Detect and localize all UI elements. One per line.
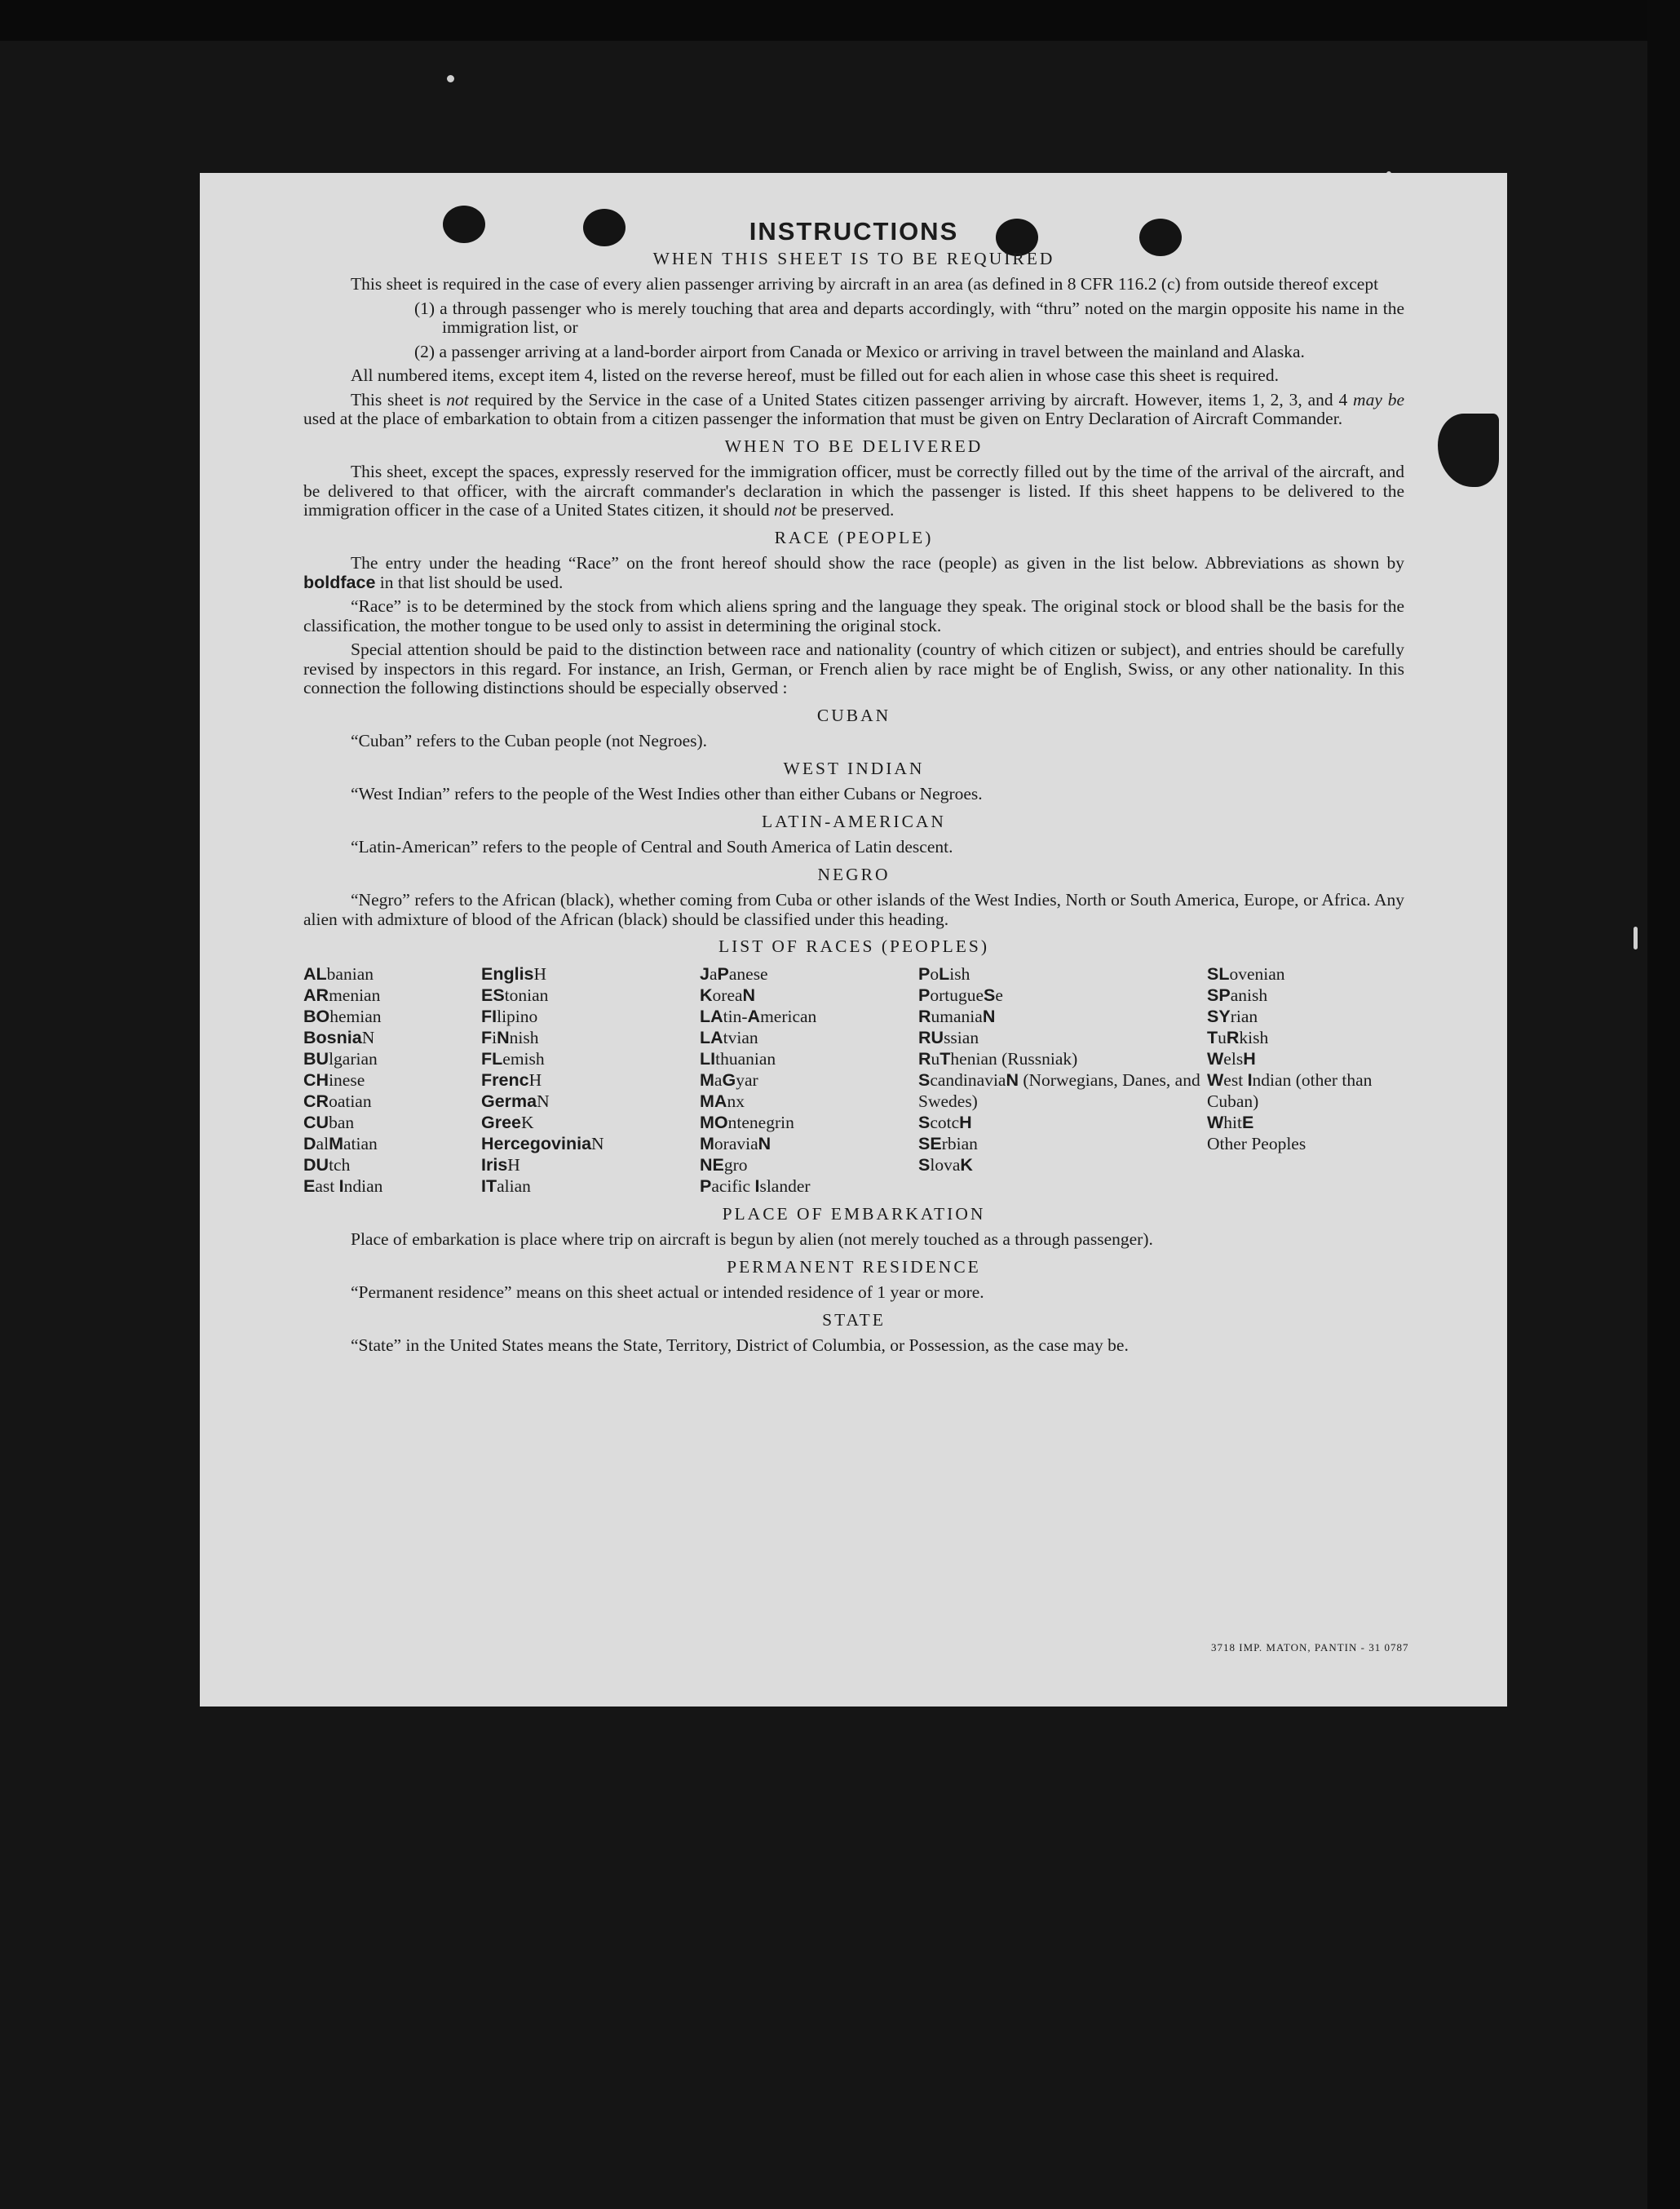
race-entry: RuThenian (Russniak)	[918, 1048, 1078, 1069]
paragraph: This sheet is not required by the Service in the case of a United States citizen passenger arriving by aircraft. However, items 1, 2, 3, and 4 may be used at the place of embarkation to obtain from a citizen passenger the information that must be given on Entry Declaration of Aircraft Commander.	[303, 389, 1404, 428]
race-entry: BUlgarian	[303, 1048, 378, 1069]
race-entry: FiNnish	[481, 1027, 539, 1047]
race-entry: MAnx	[700, 1091, 745, 1111]
definition-text: “State” in the United States means the State, Territory, District of Columbia, or Possession, as the case may be.	[351, 1335, 1129, 1355]
race-entry: JaPanese	[700, 963, 768, 984]
definition-text: “Permanent residence” means on this sheet actual or intended residence of 1 year or more.	[351, 1282, 984, 1302]
race-entry: EStonian	[481, 985, 549, 1005]
heading-race: RACE (PEOPLE)	[774, 527, 934, 547]
race-entry: ScandinaviaN (Norwegians, Danes, and Swedes)	[918, 1069, 1200, 1111]
paragraph: The entry under the heading “Race” on the front hereof should show the race (people) as given in the list below. Abbreviations as shown by boldface in that list should be used.	[303, 553, 1404, 592]
race-entry: CHinese	[303, 1069, 365, 1090]
race-entry: LAtvian	[700, 1027, 758, 1047]
race-entry: FIlipino	[481, 1006, 538, 1026]
dust-speck	[1634, 927, 1638, 950]
race-entry: WelsH	[1207, 1048, 1256, 1069]
scan-right-edge	[1647, 0, 1680, 2209]
races-list	[303, 963, 1404, 1197]
printer-imprint: 3718 IMP. MATON, PANTIN - 31 0787	[1211, 1641, 1409, 1653]
race-entry: East Indian	[303, 1175, 383, 1196]
race-entry: SLovenian	[1207, 963, 1285, 984]
race-entry: MaGyar	[700, 1069, 758, 1090]
race-entry: ARmenian	[303, 985, 381, 1005]
race-entry: ScotcH	[918, 1112, 972, 1132]
race-entry: Pacific Islander	[700, 1175, 811, 1196]
sheet-content	[303, 217, 1404, 1361]
race-entry: WhitE	[1207, 1112, 1254, 1132]
heading-when-required: WHEN THIS SHEET IS TO BE REQUIRED	[652, 248, 1055, 268]
heading-place-of-embarkation: PLACE OF EMBARKATION	[722, 1203, 986, 1224]
exception-item: (1) a through passenger who is merely touching that area and departs accordingly, with “thru” noted on the margin opposite his name in the immigration list, or	[414, 298, 1404, 337]
race-entry: KoreaN	[700, 985, 756, 1005]
race-entry: Other Peoples	[1207, 1133, 1306, 1153]
instruction-sheet	[200, 173, 1507, 1707]
race-entry: West Indian (other than Cuban)	[1207, 1069, 1373, 1111]
paragraph: “Race” is to be determined by the stock from which aliens spring and the language they speak. The original stock or blood shall be the basis for the classification, the mother tongue to be used only to assist in determining the original stock.	[303, 596, 1404, 635]
paragraph: Special attention should be paid to the distinction between race and nationality (country of which citizen or subject), and entries should be carefully revised by inspectors in this regard. For instance, an Irish, German, or French alien by race might be of English, Swiss, or any other nationality. In this connection the following distinctions should be especially observed :	[303, 640, 1404, 697]
race-entry: RUssian	[918, 1027, 979, 1047]
race-entry: LAtin-American	[700, 1006, 817, 1026]
race-entry: BOhemian	[303, 1006, 382, 1026]
races-column	[918, 963, 1207, 1197]
paragraph: This sheet, except the spaces, expressly reserved for the immigration officer, must be correctly filled out by the time of the arrival of the aircraft, and be delivered to that officer, with the aircraft commander's declaration in which the passenger is listed. If this sheet happens to be delivered to the immigration officer in the case of a United States citizen, it should not be preserved.	[303, 462, 1404, 520]
heading-list-of-races: LIST OF RACES (PEOPLES)	[718, 936, 990, 956]
exception-item: (2) a passenger arriving at a land-border airport from Canada or Mexico or arriving in travel between the mainland and Alaska.	[414, 341, 1305, 361]
scan-top-edge	[0, 0, 1680, 41]
definition-text: Place of embarkation is place where trip on aircraft is begun by alien (not merely touched as a through passenger).	[351, 1229, 1153, 1249]
heading-negro: NEGRO	[817, 864, 891, 884]
race-entry: MOntenegrin	[700, 1112, 794, 1132]
definition-text: “Negro” refers to the African (black), whether coming from Cuba or other islands of the West Indies, North or South America, Europe, or Africa. Any alien with admixture of blood of the African (black) should be classified under this heading.	[303, 890, 1404, 929]
race-entry: MoraviaN	[700, 1133, 771, 1153]
race-entry: DUtch	[303, 1154, 351, 1175]
race-entry: FrencH	[481, 1069, 542, 1090]
races-column	[1207, 963, 1404, 1197]
heading-west-indian: WEST INDIAN	[783, 758, 925, 778]
race-entry: ITalian	[481, 1175, 531, 1196]
race-entry: IrisH	[481, 1154, 520, 1175]
heading-latin-american: LATIN-AMERICAN	[762, 811, 946, 831]
page-title: INSTRUCTIONS	[749, 217, 959, 246]
paper-tear	[1438, 414, 1499, 487]
race-entry: NEgro	[700, 1154, 748, 1175]
races-column	[303, 963, 481, 1197]
race-entry: TuRkish	[1207, 1027, 1269, 1047]
race-entry: DalMatian	[303, 1133, 378, 1153]
race-entry: PortugueSe	[918, 985, 1003, 1005]
race-entry: PoLish	[918, 963, 970, 984]
heading-permanent-residence: PERMANENT RESIDENCE	[727, 1256, 981, 1277]
race-entry: EnglisH	[481, 963, 547, 984]
race-entry: CUban	[303, 1112, 355, 1132]
race-entry: SlovaK	[918, 1154, 973, 1175]
race-entry: RumaniaN	[918, 1006, 996, 1026]
definition-text: “Latin-American” refers to the people of Central and South America of Latin descent.	[351, 837, 953, 857]
race-entry: HercegoviniaN	[481, 1133, 604, 1153]
heading-state: STATE	[822, 1309, 886, 1330]
race-entry: FLemish	[481, 1048, 545, 1069]
race-entry: GreeK	[481, 1112, 534, 1132]
race-entry: GermaN	[481, 1091, 550, 1111]
race-entry: BosniaN	[303, 1027, 375, 1047]
heading-when-delivered: WHEN TO BE DELIVERED	[724, 436, 984, 456]
races-column	[700, 963, 918, 1197]
race-entry: SYrian	[1207, 1006, 1258, 1026]
heading-cuban: CUBAN	[816, 705, 891, 725]
race-entry: ALbanian	[303, 963, 374, 984]
race-entry: SErbian	[918, 1133, 978, 1153]
paragraph: All numbered items, except item 4, listed on the reverse hereof, must be filled out for each alien in whose case this sheet is required.	[351, 365, 1279, 385]
definition-text: “Cuban” refers to the Cuban people (not Negroes).	[351, 731, 708, 750]
paragraph: This sheet is required in the case of every alien passenger arriving by aircraft in an area (as defined in 8 CFR 116.2 (c) from outside thereof except	[351, 274, 1379, 294]
race-entry: CRoatian	[303, 1091, 372, 1111]
definition-text: “West Indian” refers to the people of the West Indies other than either Cubans or Negroes.	[351, 784, 983, 803]
dust-speck	[447, 75, 454, 82]
race-entry: SPanish	[1207, 985, 1268, 1005]
races-column	[481, 963, 700, 1197]
race-entry: LIthuanian	[700, 1048, 776, 1069]
